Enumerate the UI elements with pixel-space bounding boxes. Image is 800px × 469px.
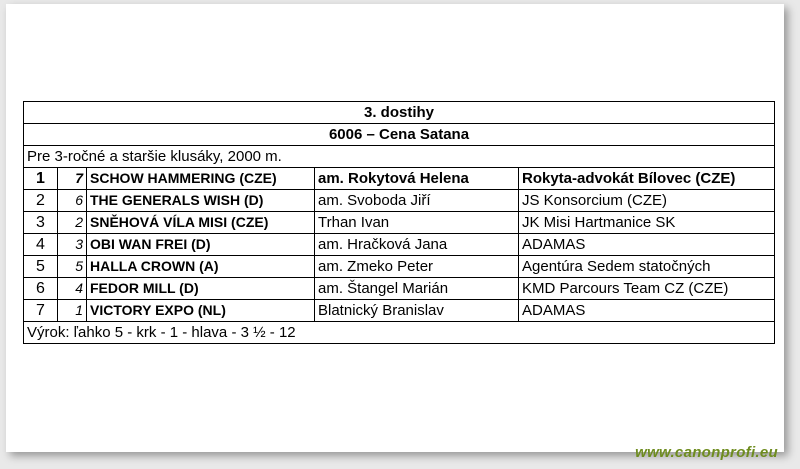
result-horse: SNĚHOVÁ VÍLA MISI (CZE): [87, 212, 315, 234]
table-row: [24, 278, 775, 300]
result-owner: JK Misi Hartmanice SK: [519, 212, 775, 234]
race-name: 6006 – Cena Satana: [24, 124, 775, 146]
result-position: 1: [24, 168, 58, 190]
result-number: 4: [58, 278, 87, 300]
table-row: [24, 168, 775, 190]
table-row: [24, 190, 775, 212]
result-driver: Blatnický Branislav: [315, 300, 519, 322]
result-number: 7: [58, 168, 87, 190]
result-owner: ADAMAS: [519, 234, 775, 256]
heading-row: [24, 102, 775, 124]
conditions-row: [24, 146, 775, 168]
result-position: 4: [24, 234, 58, 256]
result-owner: ADAMAS: [519, 300, 775, 322]
result-horse: VICTORY EXPO (NL): [87, 300, 315, 322]
result-horse: FEDOR MILL (D): [87, 278, 315, 300]
result-owner: KMD Parcours Team CZ (CZE): [519, 278, 775, 300]
result-driver: am. Rokytová Helena: [315, 168, 519, 190]
result-horse: HALLA CROWN (A): [87, 256, 315, 278]
race-finish-verdict: Výrok: ľahko 5 - krk - 1 - hlava - 3 ½ - 12: [24, 322, 775, 344]
result-horse: SCHOW HAMMERING (CZE): [87, 168, 315, 190]
result-number: 6: [58, 190, 87, 212]
table-row: [24, 300, 775, 322]
result-driver: am. Svoboda Jiří: [315, 190, 519, 212]
result-owner: JS Konsorcium (CZE): [519, 190, 775, 212]
race-name-row: [24, 124, 775, 146]
result-driver: am. Štangel Marián: [315, 278, 519, 300]
race-heading: 3. dostihy: [24, 102, 775, 124]
result-horse: OBI WAN FREI (D): [87, 234, 315, 256]
result-number: 1: [58, 300, 87, 322]
watermark-text: www.canonprofi.eu: [635, 444, 778, 461]
table-row: [24, 256, 775, 278]
result-owner: Rokyta-advokát Bílovec (CZE): [519, 168, 775, 190]
race-results-table: [23, 101, 775, 344]
result-position: 6: [24, 278, 58, 300]
result-position: 2: [24, 190, 58, 212]
result-driver: Trhan Ivan: [315, 212, 519, 234]
result-driver: am. Zmeko Peter: [315, 256, 519, 278]
result-horse: THE GENERALS WISH (D): [87, 190, 315, 212]
result-position: 3: [24, 212, 58, 234]
result-owner: Agentúra Sedem statočných: [519, 256, 775, 278]
table-row: [24, 234, 775, 256]
result-number: 2: [58, 212, 87, 234]
table-row: [24, 212, 775, 234]
race-conditions: Pre 3-ročné a staršie klusáky, 2000 m.: [24, 146, 775, 168]
result-driver: am. Hračková Jana: [315, 234, 519, 256]
result-number: 3: [58, 234, 87, 256]
result-position: 7: [24, 300, 58, 322]
result-position: 5: [24, 256, 58, 278]
finish-row: [24, 322, 775, 344]
result-number: 5: [58, 256, 87, 278]
document-page: [6, 4, 784, 452]
